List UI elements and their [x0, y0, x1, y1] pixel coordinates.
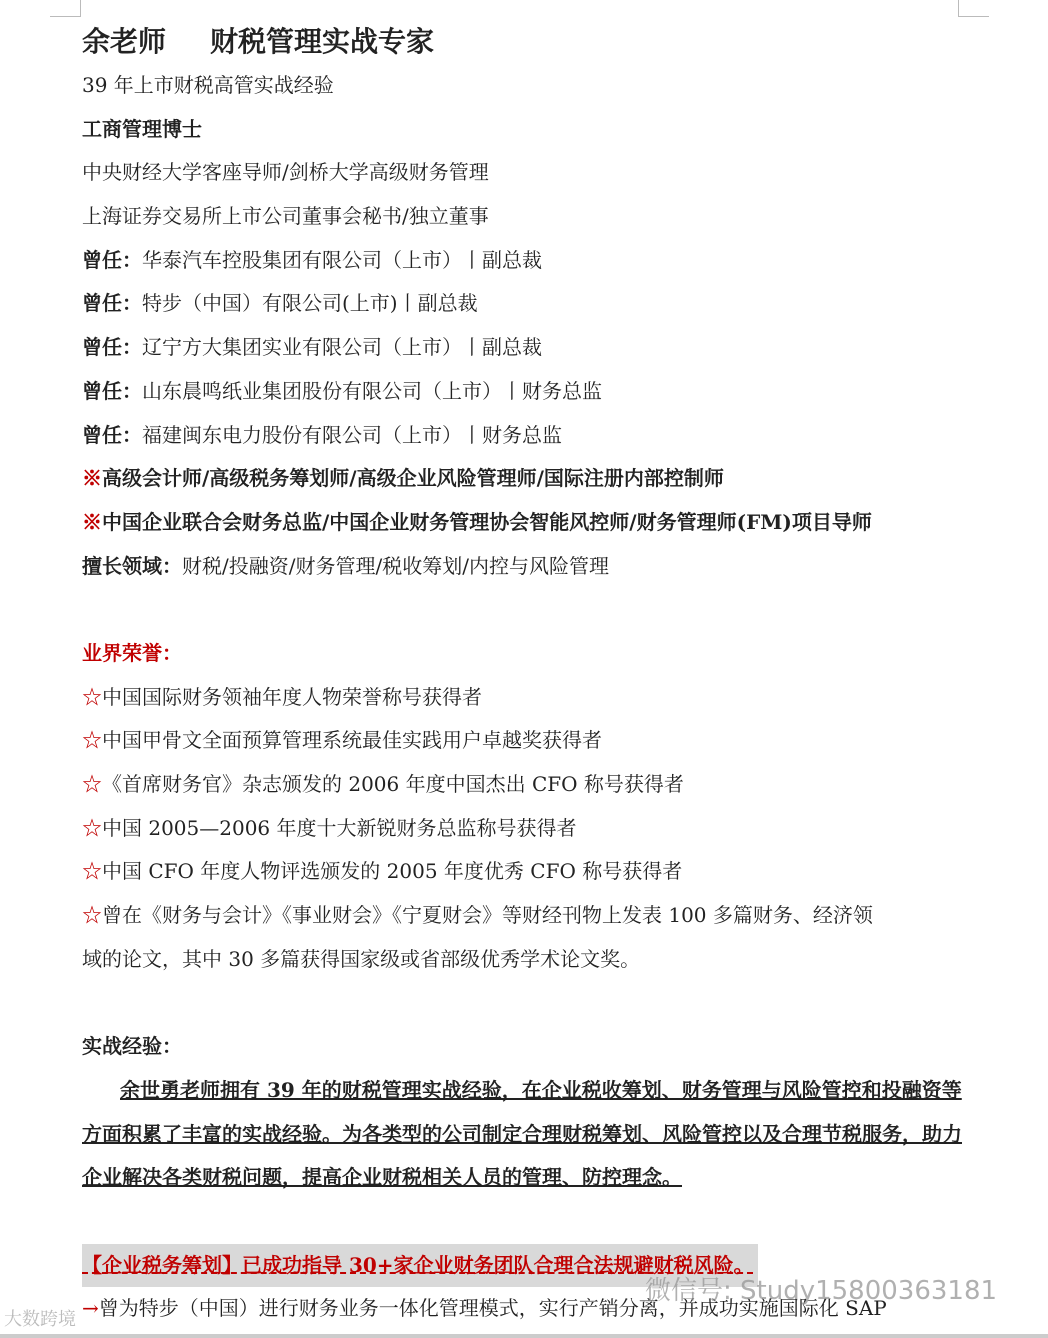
former-line [82, 414, 972, 458]
former-line [82, 370, 972, 414]
former-text: 福建闽东电力股份有限公司（上市）丨财务总监 [142, 422, 562, 447]
star-icon: ☆ [82, 815, 102, 840]
former-line [82, 239, 972, 283]
page-corner-mark [50, 0, 81, 17]
spacer [82, 981, 972, 1025]
star-icon: ☆ [82, 684, 102, 709]
former-text: 华泰汽车控股集团有限公司（上市）丨副总裁 [142, 247, 542, 272]
page-title [82, 20, 972, 64]
page-corner-mark [958, 0, 989, 17]
page-bottom-border [0, 1334, 1048, 1338]
star-icon: ☆ [82, 859, 102, 884]
teacher-name: 余老师 [82, 25, 167, 58]
former-line [82, 282, 972, 326]
star-icon: ☆ [82, 728, 102, 753]
honor-item [82, 763, 972, 807]
former-text: 特步（中国）有限公司(上市)丨副总裁 [142, 291, 478, 316]
reference-mark-icon: ※ [82, 466, 102, 491]
experience-paragraph: 余世勇老师拥有 39 年的财税管理实战经验，在企业税收筹划、财务管理与风险管控和投融资等方面积累了丰富的实战经验。为各类型的公司制定合理财税筹划、风险管控以及合理节税服务，助力企业解决各类财税问题，提高企业财税相关人员的管理、防控理念。 [82, 1077, 962, 1190]
cert-line [82, 457, 972, 501]
star-icon: ☆ [82, 903, 102, 928]
spacer [82, 588, 972, 632]
former-label: 曾任： [82, 378, 142, 403]
honors-heading: 业界荣誉： [82, 640, 182, 665]
honor-item [82, 807, 972, 851]
brand-watermark: 大数跨境 [4, 1309, 76, 1330]
cert-text: 中国企业联合会财务总监/中国企业财务管理协会智能风控师/财务管理师(FM)项目导师 [102, 509, 872, 534]
honor-text: 中国 CFO 年度人物评选颁发的 2005 年度优秀 CFO 称号获得者 [102, 859, 683, 884]
wechat-watermark: 微信号: Study15800363181 [645, 1276, 998, 1306]
position-line: 中央财经大学客座导师/剑桥大学高级财务管理 [82, 160, 489, 185]
former-text: 山东晨鸣纸业集团股份有限公司（上市）丨财务总监 [142, 378, 602, 403]
cert-line [82, 501, 972, 545]
honor-text: 《首席财务官》杂志颁发的 2006 年度中国杰出 CFO 称号获得者 [102, 772, 684, 796]
expertise-label: 擅长领域： [82, 553, 182, 578]
reference-mark-icon: ※ [82, 509, 102, 534]
former-label: 曾任： [82, 291, 142, 316]
document-body [82, 20, 972, 1331]
former-line [82, 326, 972, 370]
intro-line: 39 年上市财税高管实战经验 [82, 73, 334, 97]
honor-text: 中国甲骨文全面预算管理系统最佳实践用户卓越奖获得者 [102, 728, 602, 753]
honor-item [82, 719, 972, 763]
experience-heading: 实战经验： [82, 1034, 182, 1059]
former-label: 曾任： [82, 335, 142, 360]
arrow-line-text: 曾为特步（中国）进行财务业务一体化管理模式，实行产销分离，并成功实施国际化 SAP [98, 1296, 887, 1321]
honor-text: 中国 2005—2006 年度十大新锐财务总监称号获得者 [102, 815, 577, 840]
arrow-icon: → [82, 1296, 99, 1321]
honor-item [82, 894, 972, 938]
honor-item [82, 676, 972, 720]
honor-text: 曾在《财务与会计》《事业财会》《宁夏财会》等财经刊物上发表 100 多篇财务、经济领 [102, 903, 873, 928]
former-label: 曾任： [82, 247, 142, 272]
former-text: 辽宁方大集团实业有限公司（上市）丨副总裁 [142, 335, 542, 360]
expertise-value: 财税/投融资/财务管理/税收筹划/内控与风险管理 [182, 553, 609, 578]
position-line: 上海证券交易所上市公司董事会秘书/独立董事 [82, 204, 489, 229]
honor-item-continued: 域的论文，其中 30 多篇获得国家级或省部级优秀学术论文奖。 [82, 946, 641, 971]
degree-line: 工商管理博士 [82, 116, 202, 141]
star-icon: ☆ [82, 772, 102, 796]
cert-text: 高级会计师/高级税务筹划师/高级企业风险管理师/国际注册内部控制师 [102, 466, 724, 491]
former-label: 曾任： [82, 422, 142, 447]
highlight-text: 【企业税务筹划】已成功指导 30+家企业财务团队合理合法规避财税风险。 [82, 1244, 758, 1288]
expertise-line [82, 545, 972, 589]
honor-text: 中国国际财务领袖年度人物荣誉称号获得者 [102, 684, 482, 709]
teacher-role: 财税管理实战专家 [210, 25, 435, 58]
spacer [82, 1200, 972, 1244]
honor-item [82, 850, 972, 894]
